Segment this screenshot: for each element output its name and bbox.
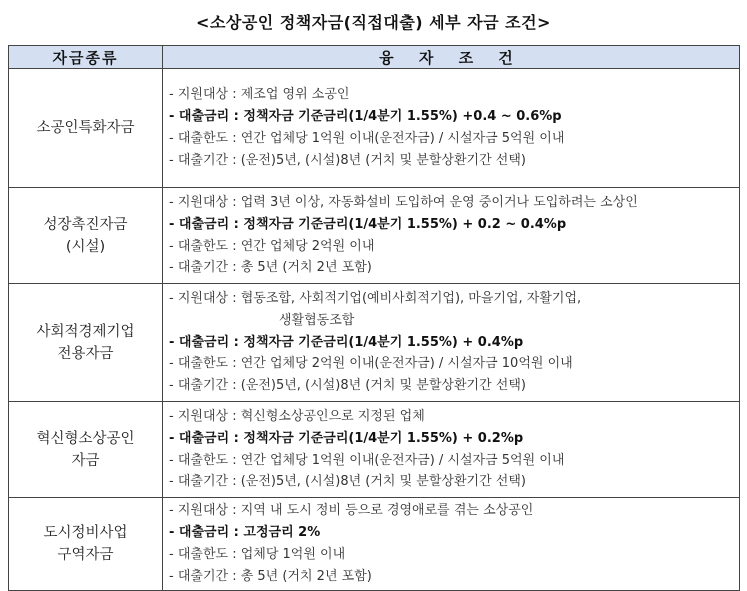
condition-line: - 대출기간 : 총 5년 (거치 2년 포함) [169, 260, 372, 276]
fund-name-line: 구역자금 [57, 547, 114, 563]
condition-line: - 대출한도 : 연간 업체당 1억원 이내(운전자금) / 시설자금 5억원 이내 [169, 131, 565, 146]
conditions-cell [163, 284, 740, 402]
condition-line: 생활협동조합 [279, 312, 355, 328]
condition-line: - 지원대상 : 제조업 영위 소공인 [169, 87, 350, 103]
table-row [9, 498, 740, 591]
table-row [9, 188, 740, 284]
fund-name-line: (시설) [65, 238, 106, 255]
condition-line: - 지원대상 : 혁신형소상공인으로 지정된 업체 [169, 408, 425, 424]
condition-line: - 대출한도 : 연간 업체당 1억원 이내(운전자금) / 시설자금 5억원 이내 [169, 452, 565, 468]
header-fund-type: 자금종류 [9, 46, 163, 69]
fund-name-cell [9, 69, 163, 188]
condition-line: - 대출기간 : (운전)5년, (시설)8년 (거치 및 분할상환기간 선택) [169, 378, 526, 394]
table-row [9, 69, 740, 188]
condition-line: - 대출한도 : 연간 업체당 2억원 이내(운전자금) / 시설자금 10억원 이내 [169, 356, 573, 372]
fund-name-cell [9, 188, 163, 284]
condition-line: - 대출기간 : (운전)5년, (시설)8년 (거치 및 분할상환기간 선택) [169, 474, 526, 490]
table-header-row [9, 46, 740, 69]
fund-name-line: 전용자금 [57, 345, 114, 362]
fund-name-cell [9, 402, 163, 498]
conditions-cell [163, 188, 740, 284]
condition-line: - 지원대상 : 협동조합, 사회적기업(예비사회적기업), 마을기업, 자활기업, [169, 291, 582, 306]
condition-line: - 대출한도 : 연간 업체당 2억원 이내 [169, 238, 375, 254]
condition-line: - 지원대상 : 업력 3년 이상, 자동화설비 도입하여 운영 중이거나 도입하려는 소상인 [169, 194, 638, 210]
condition-line: - 대출금리 : 정책자금 기준금리(1/4분기 1.55%) +0.4 ~ 0.6%p [169, 109, 562, 125]
fund-name-line: 사회적경제기업 [36, 323, 135, 340]
conditions-cell [163, 69, 740, 188]
document-title: <소상공인 정책자금(직접대출) 세부 자금 조건> [196, 13, 551, 32]
condition-line: - 대출기간 : (운전)5년, (시설)8년 (거치 및 분할상환기간 선택) [169, 152, 526, 168]
table-row [9, 402, 740, 498]
fund-name-line: 혁신형소상공인 [36, 430, 135, 447]
fund-name-cell [9, 284, 163, 402]
condition-line: - 대출금리 : 정책자금 기준금리(1/4분기 1.55%) + 0.2 ~ 0.4%p [169, 216, 567, 232]
condition-line: - 대출금리 : 정책자금 기준금리(1/4분기 1.55%) + 0.4%p [169, 334, 524, 350]
fund-name-line: 도시정비사업 [43, 525, 128, 541]
condition-line: - 지원대상 : 지역 내 도시 정비 등으로 경영애로를 겪는 소상공인 [169, 503, 534, 519]
condition-line: - 대출기간 : 총 5년 (거치 2년 포함) [169, 568, 372, 584]
fund-name-line: 자금 [71, 452, 100, 469]
fund-name-line: 소공인특화자금 [36, 120, 135, 136]
fund-name-line: 성장촉진자금 [43, 216, 128, 233]
conditions-cell [163, 402, 740, 498]
condition-line: - 대출금리 : 정책자금 기준금리(1/4분기 1.55%) + 0.2%p [169, 430, 524, 446]
conditions-cell [163, 498, 740, 591]
table-row [9, 284, 740, 402]
condition-line: - 대출한도 : 업체당 1억원 이내 [169, 547, 346, 562]
loan-conditions-table [8, 45, 740, 591]
fund-name-cell [9, 498, 163, 591]
condition-line: - 대출금리 : 고정금리 2% [169, 525, 321, 541]
header-loan-conditions: 융 자 조 건 [163, 46, 740, 69]
